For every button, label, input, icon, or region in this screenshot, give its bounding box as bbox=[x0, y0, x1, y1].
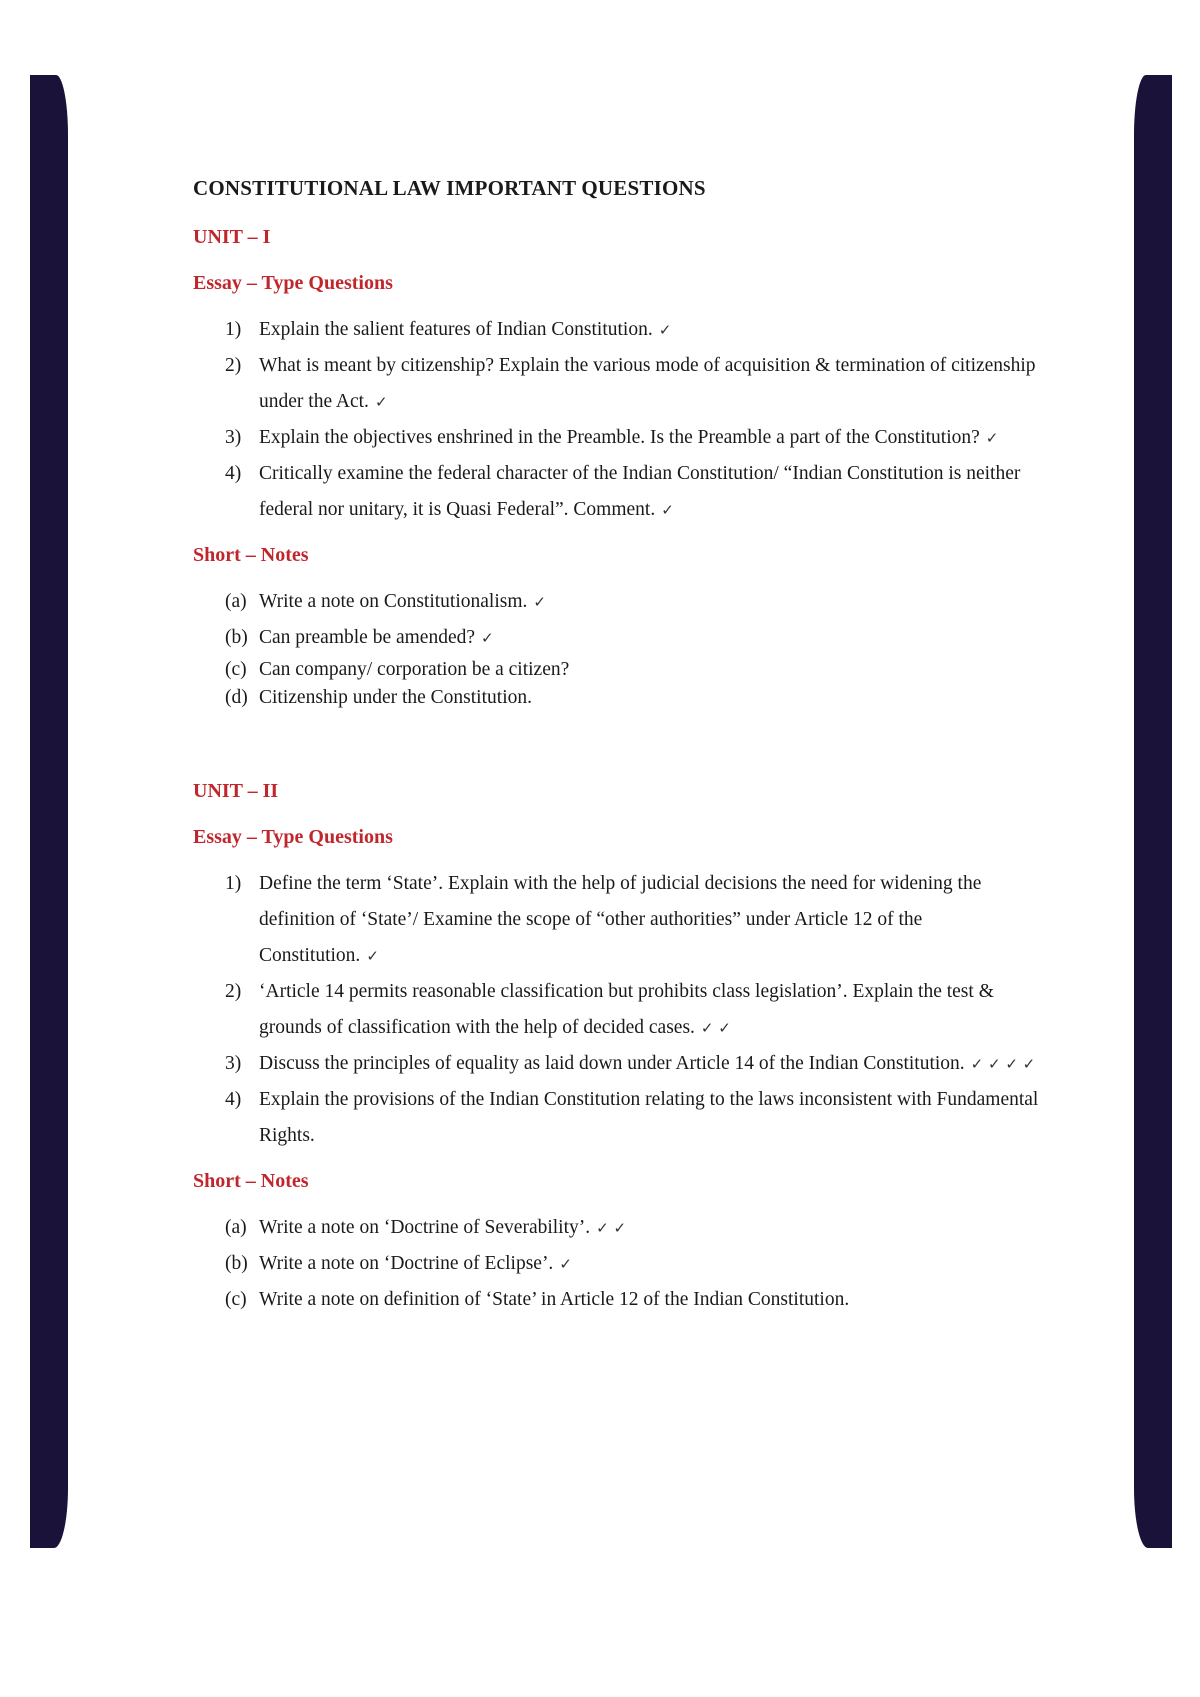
question-text: Critically examine the federal character of the Indian Constitution/ “Indian Constitution is neither federal nor unitary, it is Quasi Federal”. Comment. bbox=[259, 463, 1021, 520]
left-border-bar bbox=[30, 75, 68, 1548]
question-text: What is meant by citizenship? Explain the various mode of acquisition & termination of citizenship under the Act. bbox=[259, 355, 1036, 412]
note-item bbox=[225, 1246, 1043, 1282]
note-item bbox=[225, 1282, 1043, 1318]
question-text: Define the term ‘State’. Explain with the help of judicial decisions the need for widening the definition of ‘State’/ Examine the scope of “other authorities” under Article 12 of the Constitution. bbox=[259, 873, 982, 966]
unit-2-heading: UNIT – II bbox=[193, 780, 279, 802]
question-number: 4) bbox=[225, 463, 242, 484]
unit-1-essay-heading: Essay – Type Questions bbox=[193, 272, 393, 294]
right-border-bar bbox=[1134, 75, 1172, 1548]
check-mark-icon: ✓ bbox=[374, 393, 388, 411]
note-letter: (d) bbox=[225, 687, 248, 708]
note-text: Citizenship under the Constitution. bbox=[259, 687, 532, 708]
question-number: 2) bbox=[225, 981, 242, 1002]
note-letter: (a) bbox=[225, 1217, 247, 1238]
note-item bbox=[225, 656, 1043, 684]
unit-1-section bbox=[193, 222, 1043, 712]
check-mark-icon: ✓ ✓ ✓ ✓ bbox=[970, 1055, 1036, 1073]
unit-2-short-notes-heading: Short – Notes bbox=[193, 1170, 309, 1192]
unit-2-essay-heading: Essay – Type Questions bbox=[193, 826, 393, 848]
question-item bbox=[225, 866, 1043, 974]
question-text: Explain the provisions of the Indian Constitution relating to the laws inconsistent with Fundamental Rights. bbox=[259, 1089, 1039, 1146]
unit-2-short-notes-list bbox=[193, 1210, 1043, 1318]
note-item bbox=[225, 584, 1043, 620]
check-mark-icon: ✓ bbox=[533, 593, 546, 611]
check-mark-icon: ✓ ✓ bbox=[596, 1219, 627, 1237]
question-item bbox=[225, 1082, 1043, 1154]
note-letter: (a) bbox=[225, 591, 247, 612]
document-body bbox=[193, 170, 1043, 1330]
note-text: Can company/ corporation be a citizen? bbox=[259, 659, 570, 680]
question-number: 4) bbox=[225, 1089, 242, 1110]
note-letter: (b) bbox=[225, 627, 248, 648]
unit-2-essay-list bbox=[193, 866, 1043, 1154]
note-text: Write a note on ‘Doctrine of Severability’. bbox=[259, 1217, 591, 1238]
note-letter: (c) bbox=[225, 1289, 247, 1310]
question-number: 3) bbox=[225, 1053, 242, 1074]
check-mark-icon: ✓ bbox=[661, 501, 674, 519]
question-text: Explain the objectives enshrined in the Preamble. Is the Preamble a part of the Constitution? bbox=[259, 427, 980, 448]
check-mark-icon: ✓ bbox=[985, 429, 999, 447]
unit-1-essay-list bbox=[193, 312, 1043, 528]
unit-1-short-notes-heading: Short – Notes bbox=[193, 544, 309, 566]
check-mark-icon: ✓ bbox=[366, 947, 379, 965]
check-mark-icon: ✓ ✓ bbox=[700, 1019, 731, 1037]
note-item bbox=[225, 684, 1043, 712]
check-mark-icon: ✓ bbox=[658, 321, 672, 339]
note-text: Can preamble be amended? bbox=[259, 627, 476, 648]
question-item bbox=[225, 420, 1043, 456]
question-item bbox=[225, 974, 1043, 1046]
question-text: Explain the salient features of Indian Constitution. bbox=[259, 319, 653, 340]
question-number: 1) bbox=[225, 873, 242, 894]
question-item bbox=[225, 312, 1043, 348]
question-number: 1) bbox=[225, 319, 242, 340]
question-text: Discuss the principles of equality as laid down under Article 14 of the Indian Constitution. bbox=[259, 1053, 965, 1074]
note-item bbox=[225, 620, 1043, 656]
unit-1-heading: UNIT – I bbox=[193, 226, 271, 248]
note-text: Write a note on ‘Doctrine of Eclipse’. bbox=[259, 1253, 554, 1274]
document-title: CONSTITUTIONAL LAW IMPORTANT QUESTIONS bbox=[193, 176, 706, 200]
question-item bbox=[225, 348, 1043, 420]
note-text: Write a note on definition of ‘State’ in Article 12 of the Indian Constitution. bbox=[259, 1289, 850, 1310]
question-number: 2) bbox=[225, 355, 242, 376]
note-letter: (b) bbox=[225, 1253, 248, 1274]
unit-1-short-notes-list bbox=[193, 584, 1043, 712]
question-item bbox=[225, 456, 1043, 528]
question-item bbox=[225, 1046, 1043, 1082]
note-text: Write a note on Constitutionalism. bbox=[259, 591, 528, 612]
note-letter: (c) bbox=[225, 659, 247, 680]
check-mark-icon: ✓ bbox=[481, 629, 494, 647]
unit-2-section bbox=[193, 776, 1043, 1318]
question-text: ‘Article 14 permits reasonable classification but prohibits class legislation’. Explain the test & grounds of classification with the help of decided cases. bbox=[259, 981, 994, 1038]
check-mark-icon: ✓ bbox=[559, 1255, 572, 1273]
note-item bbox=[225, 1210, 1043, 1246]
question-number: 3) bbox=[225, 427, 242, 448]
